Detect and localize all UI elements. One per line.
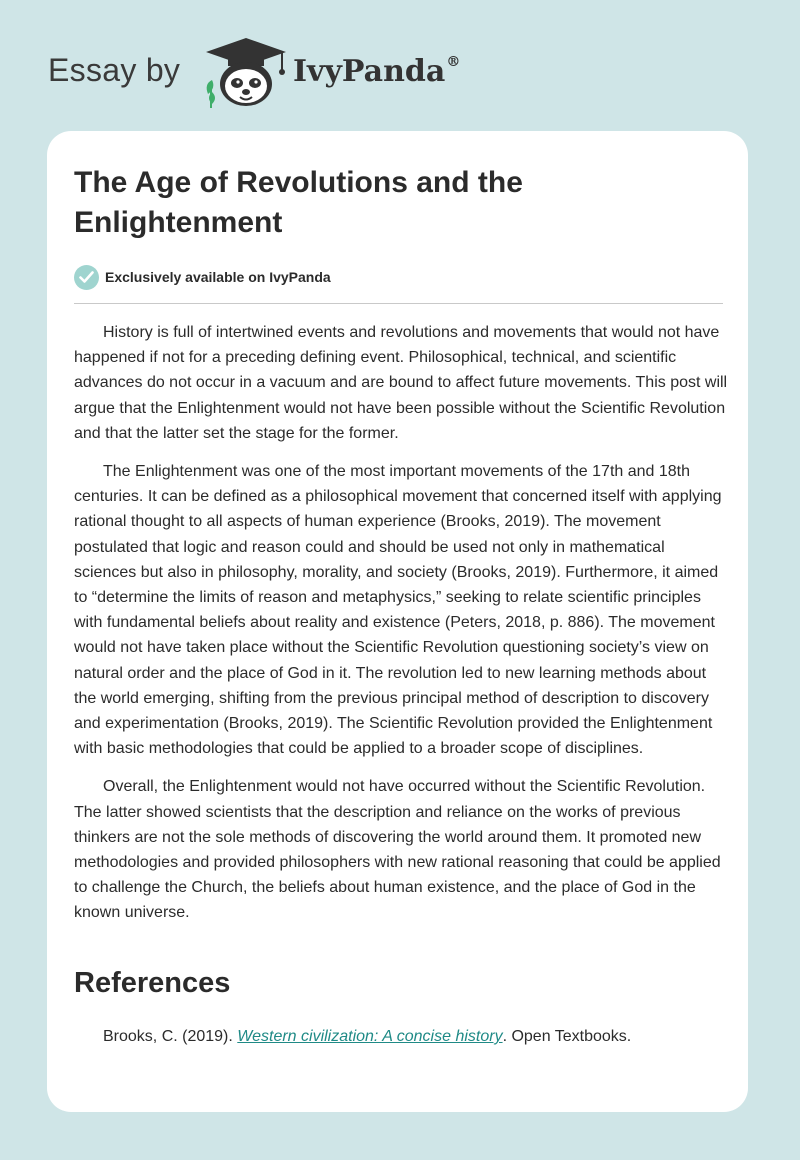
essay-by-label: Essay by xyxy=(48,52,181,88)
divider xyxy=(74,303,723,304)
brand-name[interactable]: IvyPanda® xyxy=(293,54,461,89)
references-heading: References xyxy=(74,967,231,999)
exclusive-label: Exclusively available on IvyPanda xyxy=(105,269,331,285)
essay-title: The Age of Revolutions and the Enlightenment xyxy=(74,166,523,239)
paragraph: Overall, the Enlightenment would not have occurred without the Scientific Revolution. The latter showed scientists that the description and reliance on the works of previous thinkers are not the sole methods of discovering the world around them. It promoted new methodologies and provided philosophers with new rational reasoning that could be applied to challenge the Church, the beliefs about human existence, and the place of God in the known universe. xyxy=(74,778,721,922)
reference-publisher: . Open Textbooks. xyxy=(502,1028,632,1045)
paragraph: The Enlightenment was one of the most important movements of the 17th and 18th centuries. It can be defined as a philosophical movement that concerned itself with applying rational thought to all aspects of human experience (Brooks, 2019). The movement postulated that logic and reason could and should be used not only in mathematical sciences but also in philosophy, morality, and society (Brooks, 2019). Furthermore, it aimed to “determine the limits of reason and metaphysics,” seeking to relate scientific principles with fundamental beliefs about reality and existence (Peters, 2018, p. 886). The movement would not have taken place without the Scientific Revolution questioning society’s view on natural order and the place of God in it. The revolution led to new learning methods about the world emerging, shifting from the previous principal method of description to discovery and experimentation (Brooks, 2019). The Scientific Revolution provided the Enlightenment with basic methodologies that could be applied to a broader scope of disciplines. xyxy=(74,463,722,758)
exclusive-badge xyxy=(74,264,331,290)
reference-entry xyxy=(103,1028,631,1046)
reference-link[interactable]: Western civilization: A concise history xyxy=(237,1028,503,1045)
paragraph: History is full of intertwined events and revolutions and movements that would not have happened if not for a preceding defining event. Philosophical, technical, and scientific advances do not occur in a vacuum and are bound to affect future movements. This post will argue that the Enlightenment would not have been possible without the Scientific Revolution and that the latter set the stage for the former. xyxy=(74,324,728,442)
check-icon xyxy=(74,265,99,290)
site-header xyxy=(48,30,748,110)
essay-card xyxy=(47,131,748,1112)
essay-body xyxy=(74,320,728,939)
reference-author: Brooks, C. (2019). xyxy=(103,1028,238,1045)
panda-logo-icon[interactable] xyxy=(202,36,290,110)
